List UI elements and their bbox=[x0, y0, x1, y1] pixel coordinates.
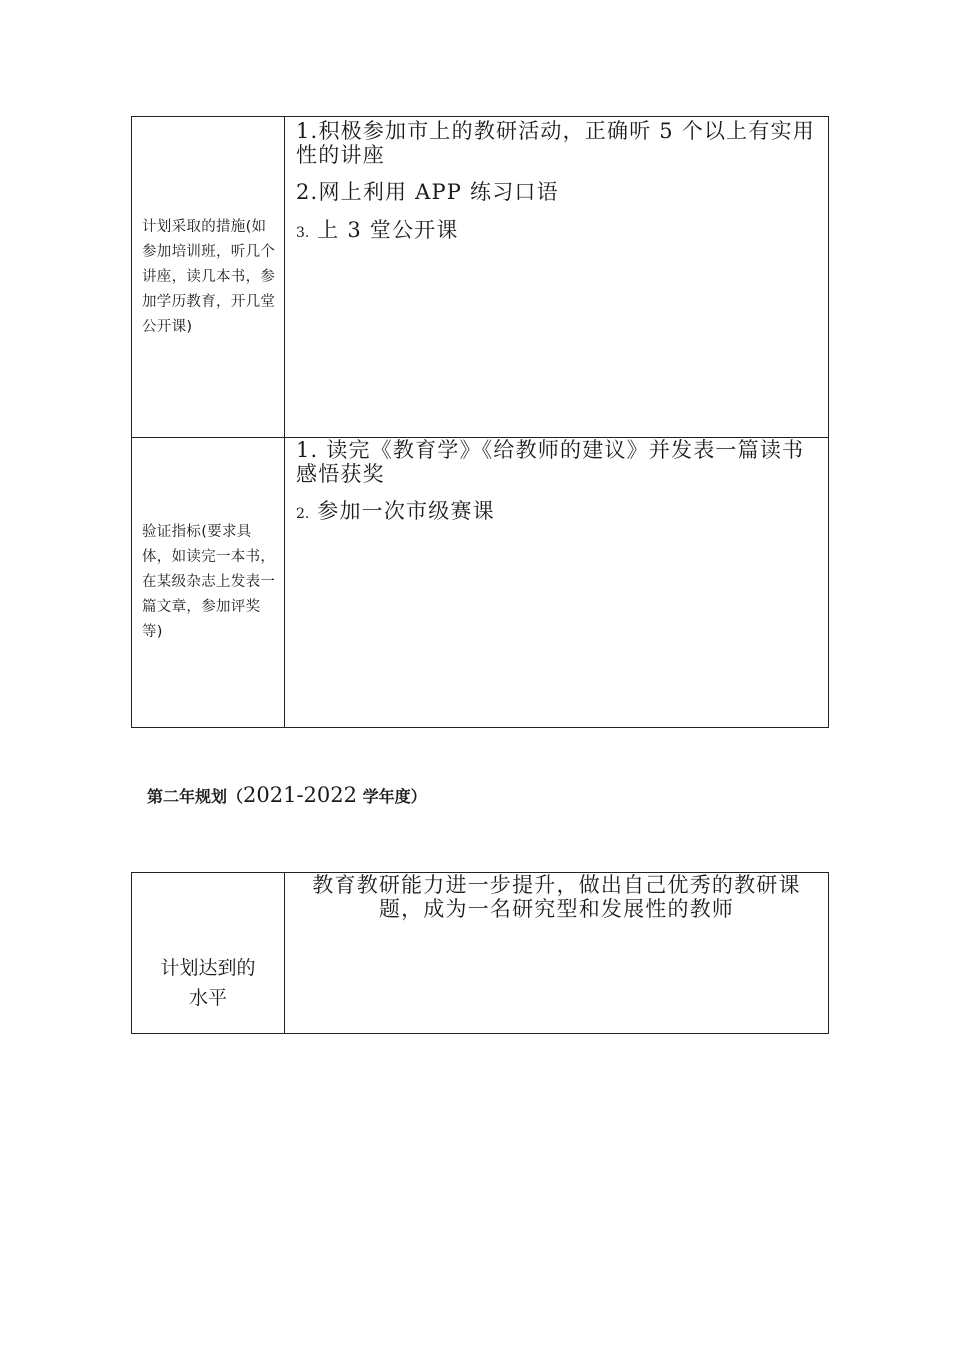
item-number: 3. bbox=[296, 225, 310, 241]
measures-label-cell bbox=[132, 117, 285, 437]
heading-prefix: 第二年规划（ bbox=[147, 787, 244, 806]
level-table bbox=[131, 872, 829, 1034]
measures-item-2 bbox=[285, 180, 828, 204]
measures-row bbox=[132, 117, 828, 437]
verify-content-cell bbox=[285, 438, 828, 727]
heading-suffix: 学年度） bbox=[357, 787, 427, 806]
level-label: 计划达到的水平 bbox=[160, 957, 256, 1009]
verify-item-1 bbox=[285, 438, 828, 486]
item-number: 2. bbox=[296, 506, 310, 522]
item-number: 1. bbox=[296, 438, 319, 462]
verify-label: 验证指标(要求具体，如读完一本书，在某级杂志上发表一篇文章，参加评奖等) bbox=[142, 524, 276, 640]
item-text: 读完《教育学》《给教师的建议》并发表一篇读书感悟获奖 bbox=[296, 438, 805, 486]
plan-table bbox=[131, 116, 829, 728]
verify-label-cell bbox=[132, 438, 285, 727]
item-number: 1. bbox=[296, 119, 319, 143]
measures-content-cell bbox=[285, 117, 828, 437]
section-heading bbox=[147, 783, 427, 807]
item-number: 2. bbox=[296, 180, 319, 204]
measures-label: 计划采取的措施(如参加培训班，听几个讲座，读几本书，参加学历教育，开几堂公开课) bbox=[142, 218, 276, 335]
item-text: 积极参加市上的教研活动，正确听 5 个以上有实用性的讲座 bbox=[296, 119, 815, 167]
level-label-cell bbox=[132, 873, 285, 1033]
level-row bbox=[132, 873, 828, 1033]
level-content-cell bbox=[285, 873, 828, 1033]
level-text: 教育教研能力进一步提升，做出自己优秀的教研课题，成为一名研究型和发展性的教师 bbox=[312, 873, 801, 921]
item-text: 网上利用 APP 练习口语 bbox=[318, 180, 559, 204]
item-text: 上 3 堂公开课 bbox=[317, 218, 459, 242]
heading-year: 2021-2022 bbox=[243, 783, 357, 807]
measures-item-3 bbox=[285, 218, 828, 245]
verify-item-2 bbox=[285, 499, 828, 526]
verify-row bbox=[132, 437, 828, 727]
measures-item-1 bbox=[285, 119, 828, 167]
item-text: 参加一次市级赛课 bbox=[317, 499, 495, 523]
